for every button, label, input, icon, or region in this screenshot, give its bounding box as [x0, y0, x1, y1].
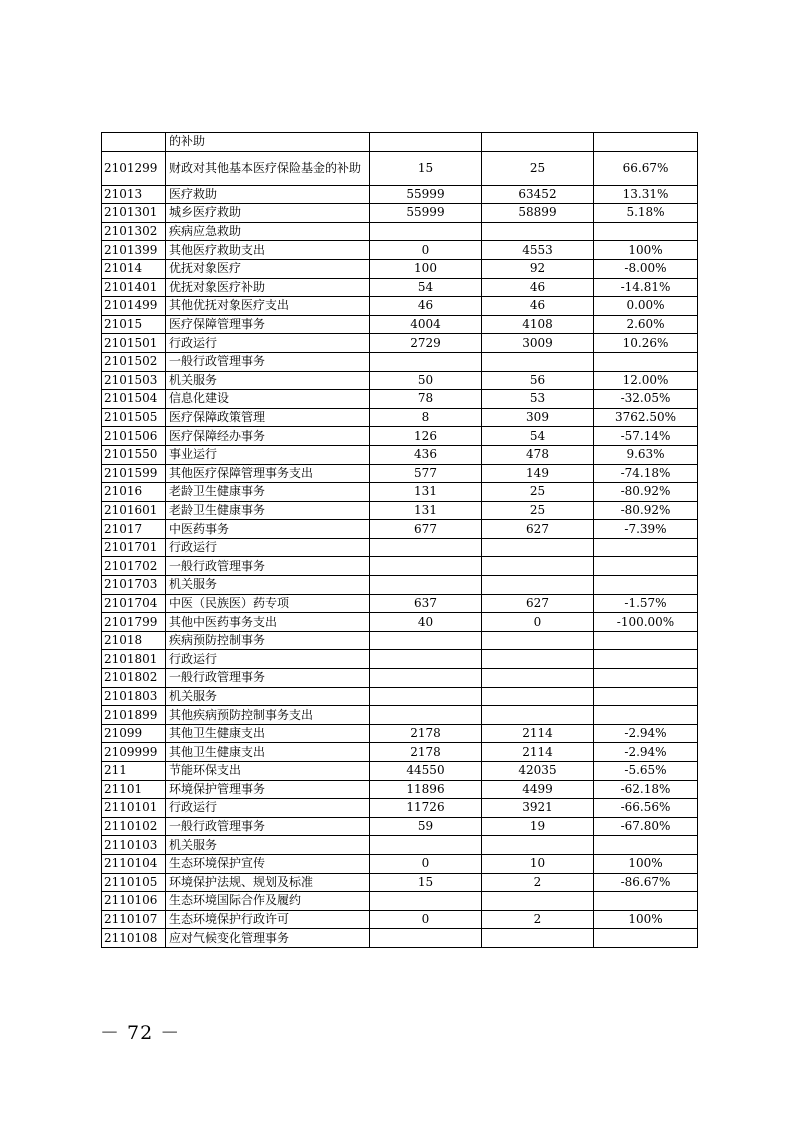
row-value-2-cell: 92: [482, 259, 594, 278]
row-percent-cell: [594, 650, 698, 669]
row-name-cell: 其他中医药事务支出: [166, 613, 370, 632]
row-value-1-cell: 2178: [370, 724, 482, 743]
row-value-2-cell: 309: [482, 408, 594, 427]
row-value-1-cell: [370, 576, 482, 595]
row-name-cell: 医疗保障经办事务: [166, 427, 370, 446]
row-value-2-cell: 56: [482, 371, 594, 390]
row-code-cell: 21015: [102, 315, 166, 334]
row-percent-cell: [594, 631, 698, 650]
row-value-2-cell: 2: [482, 910, 594, 929]
row-name-cell: 医疗保障政策管理: [166, 408, 370, 427]
table-row: [102, 501, 698, 520]
row-name-cell: 生态环境国际合作及履约: [166, 892, 370, 911]
row-percent-cell: [594, 133, 698, 152]
row-code-cell: 2101299: [102, 151, 166, 185]
table-row: [102, 669, 698, 688]
row-code-cell: 2110103: [102, 836, 166, 855]
row-code-cell: 2101502: [102, 352, 166, 371]
row-value-2-cell: 42035: [482, 762, 594, 781]
row-code-cell: 2110102: [102, 817, 166, 836]
row-value-1-cell: 677: [370, 520, 482, 539]
row-value-1-cell: 2729: [370, 334, 482, 353]
row-value-2-cell: [482, 687, 594, 706]
row-value-1-cell: [370, 650, 482, 669]
table-row: [102, 743, 698, 762]
row-code-cell: 2101803: [102, 687, 166, 706]
row-name-cell: 中医药事务: [166, 520, 370, 539]
row-value-1-cell: 55999: [370, 204, 482, 223]
row-value-2-cell: 2114: [482, 743, 594, 762]
row-percent-cell: 5.18%: [594, 204, 698, 223]
row-percent-cell: -66.56%: [594, 799, 698, 818]
row-value-2-cell: 2114: [482, 724, 594, 743]
row-percent-cell: 100%: [594, 854, 698, 873]
row-name-cell: 行政运行: [166, 538, 370, 557]
row-name-cell: 医疗救助: [166, 185, 370, 204]
row-code-cell: 2109999: [102, 743, 166, 762]
row-value-2-cell: 4553: [482, 241, 594, 260]
row-name-cell: 机关服务: [166, 371, 370, 390]
row-percent-cell: [594, 706, 698, 725]
row-percent-cell: -32.05%: [594, 390, 698, 409]
row-percent-cell: 3762.50%: [594, 408, 698, 427]
table-row: [102, 185, 698, 204]
row-value-1-cell: 0: [370, 910, 482, 929]
row-code-cell: 2101802: [102, 669, 166, 688]
row-code-cell: 2110106: [102, 892, 166, 911]
row-value-2-cell: 53: [482, 390, 594, 409]
row-value-1-cell: [370, 687, 482, 706]
row-value-1-cell: 11726: [370, 799, 482, 818]
row-name-cell: 其他优抚对象医疗支出: [166, 297, 370, 316]
row-code-cell: 2101550: [102, 445, 166, 464]
row-code-cell: 2101703: [102, 576, 166, 595]
row-value-2-cell: 4499: [482, 780, 594, 799]
row-code-cell: 2101301: [102, 204, 166, 223]
row-value-2-cell: 0: [482, 613, 594, 632]
row-name-cell: 疾病预防控制事务: [166, 631, 370, 650]
row-name-cell: 行政运行: [166, 334, 370, 353]
row-value-2-cell: [482, 631, 594, 650]
row-value-1-cell: 0: [370, 241, 482, 260]
row-value-1-cell: 11896: [370, 780, 482, 799]
table-row: [102, 408, 698, 427]
row-percent-cell: [594, 352, 698, 371]
row-value-2-cell: 4108: [482, 315, 594, 334]
row-value-1-cell: 8: [370, 408, 482, 427]
row-value-1-cell: 100: [370, 259, 482, 278]
row-percent-cell: [594, 687, 698, 706]
table-row: [102, 836, 698, 855]
row-value-2-cell: 46: [482, 297, 594, 316]
row-value-2-cell: [482, 352, 594, 371]
row-code-cell: 21014: [102, 259, 166, 278]
row-code-cell: 2110108: [102, 929, 166, 948]
row-value-1-cell: [370, 133, 482, 152]
row-name-cell: 其他医疗保障管理事务支出: [166, 464, 370, 483]
table-row: [102, 204, 698, 223]
row-name-cell: 一般行政管理事务: [166, 817, 370, 836]
table-row: [102, 352, 698, 371]
row-code-cell: 2101799: [102, 613, 166, 632]
table-row: [102, 724, 698, 743]
row-name-cell: 疾病应急救助: [166, 222, 370, 241]
row-code-cell: 2110105: [102, 873, 166, 892]
table-row: [102, 464, 698, 483]
row-value-2-cell: 627: [482, 520, 594, 539]
row-value-2-cell: 627: [482, 594, 594, 613]
row-percent-cell: 0.00%: [594, 297, 698, 316]
row-code-cell: 2101504: [102, 390, 166, 409]
row-value-1-cell: [370, 538, 482, 557]
row-percent-cell: [594, 669, 698, 688]
row-name-cell: 一般行政管理事务: [166, 557, 370, 576]
row-value-1-cell: 59: [370, 817, 482, 836]
row-percent-cell: -1.57%: [594, 594, 698, 613]
row-value-2-cell: [482, 929, 594, 948]
row-code-cell: 2110107: [102, 910, 166, 929]
row-percent-cell: -7.39%: [594, 520, 698, 539]
row-code-cell: 2101302: [102, 222, 166, 241]
row-value-1-cell: 131: [370, 483, 482, 502]
row-value-2-cell: 25: [482, 501, 594, 520]
row-code-cell: 2101401: [102, 278, 166, 297]
row-value-2-cell: [482, 576, 594, 595]
row-value-1-cell: [370, 836, 482, 855]
row-value-2-cell: 2: [482, 873, 594, 892]
row-value-2-cell: [482, 892, 594, 911]
row-code-cell: 21101: [102, 780, 166, 799]
row-code-cell: 2101499: [102, 297, 166, 316]
row-name-cell: 行政运行: [166, 799, 370, 818]
row-name-cell: 老龄卫生健康事务: [166, 483, 370, 502]
row-value-1-cell: 2178: [370, 743, 482, 762]
row-percent-cell: -80.92%: [594, 501, 698, 520]
row-value-2-cell: [482, 133, 594, 152]
row-value-2-cell: 3009: [482, 334, 594, 353]
table-row: [102, 259, 698, 278]
row-value-2-cell: 19: [482, 817, 594, 836]
row-percent-cell: [594, 222, 698, 241]
table-row: [102, 892, 698, 911]
row-percent-cell: -57.14%: [594, 427, 698, 446]
row-code-cell: 2110101: [102, 799, 166, 818]
row-percent-cell: 66.67%: [594, 151, 698, 185]
table-row: [102, 762, 698, 781]
row-percent-cell: [594, 892, 698, 911]
table-row: [102, 538, 698, 557]
row-name-cell: 其他卫生健康支出: [166, 724, 370, 743]
row-value-1-cell: [370, 669, 482, 688]
row-name-cell: 优抚对象医疗补助: [166, 278, 370, 297]
row-percent-cell: -62.18%: [594, 780, 698, 799]
table-row: [102, 910, 698, 929]
row-value-1-cell: 0: [370, 854, 482, 873]
row-value-2-cell: [482, 538, 594, 557]
row-percent-cell: [594, 576, 698, 595]
row-value-2-cell: 58899: [482, 204, 594, 223]
table-row: [102, 594, 698, 613]
row-name-cell: 中医（民族医）药专项: [166, 594, 370, 613]
row-value-1-cell: 15: [370, 151, 482, 185]
row-code-cell: 21018: [102, 631, 166, 650]
row-value-2-cell: [482, 557, 594, 576]
row-percent-cell: 9.63%: [594, 445, 698, 464]
table-row: [102, 427, 698, 446]
row-name-cell: 机关服务: [166, 836, 370, 855]
row-value-2-cell: 46: [482, 278, 594, 297]
row-code-cell: 2110104: [102, 854, 166, 873]
table-row: [102, 151, 698, 185]
row-code-cell: [102, 133, 166, 152]
row-value-2-cell: [482, 650, 594, 669]
row-percent-cell: 100%: [594, 910, 698, 929]
row-percent-cell: -5.65%: [594, 762, 698, 781]
row-value-1-cell: 40: [370, 613, 482, 632]
row-value-1-cell: [370, 706, 482, 725]
page-number: － 72 －: [100, 1022, 181, 1044]
row-percent-cell: [594, 929, 698, 948]
row-code-cell: 2101505: [102, 408, 166, 427]
row-name-cell: 生态环境保护宣传: [166, 854, 370, 873]
table-row: [102, 576, 698, 595]
row-percent-cell: 10.26%: [594, 334, 698, 353]
row-value-1-cell: [370, 557, 482, 576]
row-name-cell: 机关服务: [166, 576, 370, 595]
row-percent-cell: -8.00%: [594, 259, 698, 278]
row-value-1-cell: 50: [370, 371, 482, 390]
table-row: [102, 371, 698, 390]
row-name-cell: 其他疾病预防控制事务支出: [166, 706, 370, 725]
row-value-2-cell: 3921: [482, 799, 594, 818]
row-value-2-cell: [482, 836, 594, 855]
row-code-cell: 2101601: [102, 501, 166, 520]
row-value-1-cell: [370, 929, 482, 948]
row-name-cell: 信息化建设: [166, 390, 370, 409]
row-percent-cell: -67.80%: [594, 817, 698, 836]
row-value-1-cell: 637: [370, 594, 482, 613]
row-value-1-cell: 44550: [370, 762, 482, 781]
row-percent-cell: [594, 538, 698, 557]
table-row: [102, 929, 698, 948]
row-percent-cell: 2.60%: [594, 315, 698, 334]
row-name-cell: 老龄卫生健康事务: [166, 501, 370, 520]
row-value-2-cell: 10: [482, 854, 594, 873]
row-code-cell: 2101702: [102, 557, 166, 576]
table-row: [102, 631, 698, 650]
row-value-1-cell: [370, 352, 482, 371]
row-name-cell: 一般行政管理事务: [166, 669, 370, 688]
row-value-2-cell: 25: [482, 483, 594, 502]
row-code-cell: 2101704: [102, 594, 166, 613]
row-value-1-cell: 15: [370, 873, 482, 892]
table-row: [102, 687, 698, 706]
table-row: [102, 133, 698, 152]
table-row: [102, 817, 698, 836]
row-percent-cell: 12.00%: [594, 371, 698, 390]
table-row: [102, 650, 698, 669]
row-code-cell: 2101801: [102, 650, 166, 669]
row-percent-cell: 100%: [594, 241, 698, 260]
row-code-cell: 2101506: [102, 427, 166, 446]
row-name-cell: 优抚对象医疗: [166, 259, 370, 278]
row-name-cell: 其他卫生健康支出: [166, 743, 370, 762]
row-value-2-cell: [482, 706, 594, 725]
row-percent-cell: -74.18%: [594, 464, 698, 483]
row-value-1-cell: 78: [370, 390, 482, 409]
row-code-cell: 2101399: [102, 241, 166, 260]
row-name-cell: 应对气候变化管理事务: [166, 929, 370, 948]
table-row: [102, 520, 698, 539]
row-code-cell: 2101501: [102, 334, 166, 353]
table-row: [102, 873, 698, 892]
row-value-1-cell: [370, 222, 482, 241]
table-row: [102, 315, 698, 334]
row-name-cell: 事业运行: [166, 445, 370, 464]
row-percent-cell: -86.67%: [594, 873, 698, 892]
budget-table: [101, 132, 698, 948]
row-value-2-cell: 63452: [482, 185, 594, 204]
table-row: [102, 706, 698, 725]
row-value-1-cell: 126: [370, 427, 482, 446]
table-row: [102, 334, 698, 353]
table-row: [102, 278, 698, 297]
row-percent-cell: -2.94%: [594, 743, 698, 762]
row-percent-cell: [594, 836, 698, 855]
row-value-2-cell: 54: [482, 427, 594, 446]
row-value-2-cell: 25: [482, 151, 594, 185]
row-percent-cell: -2.94%: [594, 724, 698, 743]
row-name-cell: 节能环保支出: [166, 762, 370, 781]
row-name-cell: 其他医疗救助支出: [166, 241, 370, 260]
row-value-1-cell: 577: [370, 464, 482, 483]
row-name-cell: 城乡医疗救助: [166, 204, 370, 223]
row-value-1-cell: [370, 892, 482, 911]
row-code-cell: 21016: [102, 483, 166, 502]
row-value-2-cell: [482, 222, 594, 241]
row-name-cell: 一般行政管理事务: [166, 352, 370, 371]
row-value-1-cell: 54: [370, 278, 482, 297]
table-row: [102, 799, 698, 818]
row-value-2-cell: 478: [482, 445, 594, 464]
table-row: [102, 613, 698, 632]
row-percent-cell: -100.00%: [594, 613, 698, 632]
row-value-1-cell: 46: [370, 297, 482, 316]
row-name-cell: 环境保护法规、规划及标准: [166, 873, 370, 892]
table-row: [102, 390, 698, 409]
row-percent-cell: -80.92%: [594, 483, 698, 502]
row-code-cell: 2101503: [102, 371, 166, 390]
row-name-cell: 财政对其他基本医疗保险基金的补助: [166, 151, 370, 185]
row-code-cell: 21017: [102, 520, 166, 539]
row-percent-cell: [594, 557, 698, 576]
row-name-cell: 行政运行: [166, 650, 370, 669]
row-name-cell: 环境保护管理事务: [166, 780, 370, 799]
row-code-cell: 2101899: [102, 706, 166, 725]
row-percent-cell: -14.81%: [594, 278, 698, 297]
row-value-2-cell: 149: [482, 464, 594, 483]
row-value-2-cell: [482, 669, 594, 688]
row-value-1-cell: 436: [370, 445, 482, 464]
row-value-1-cell: [370, 631, 482, 650]
row-name-cell: 医疗保障管理事务: [166, 315, 370, 334]
row-code-cell: 21013: [102, 185, 166, 204]
row-value-1-cell: 55999: [370, 185, 482, 204]
row-name-cell: 机关服务: [166, 687, 370, 706]
table-row: [102, 222, 698, 241]
row-code-cell: 211: [102, 762, 166, 781]
table-row: [102, 854, 698, 873]
row-value-1-cell: 4004: [370, 315, 482, 334]
table-row: [102, 297, 698, 316]
row-code-cell: 2101599: [102, 464, 166, 483]
table-row: [102, 780, 698, 799]
table-row: [102, 557, 698, 576]
row-value-1-cell: 131: [370, 501, 482, 520]
row-percent-cell: 13.31%: [594, 185, 698, 204]
table-row: [102, 445, 698, 464]
table-row: [102, 241, 698, 260]
row-code-cell: 2101701: [102, 538, 166, 557]
row-name-cell: 生态环境保护行政许可: [166, 910, 370, 929]
table-body: [102, 133, 698, 948]
row-code-cell: 21099: [102, 724, 166, 743]
table-row: [102, 483, 698, 502]
row-name-cell: 的补助: [166, 133, 370, 152]
